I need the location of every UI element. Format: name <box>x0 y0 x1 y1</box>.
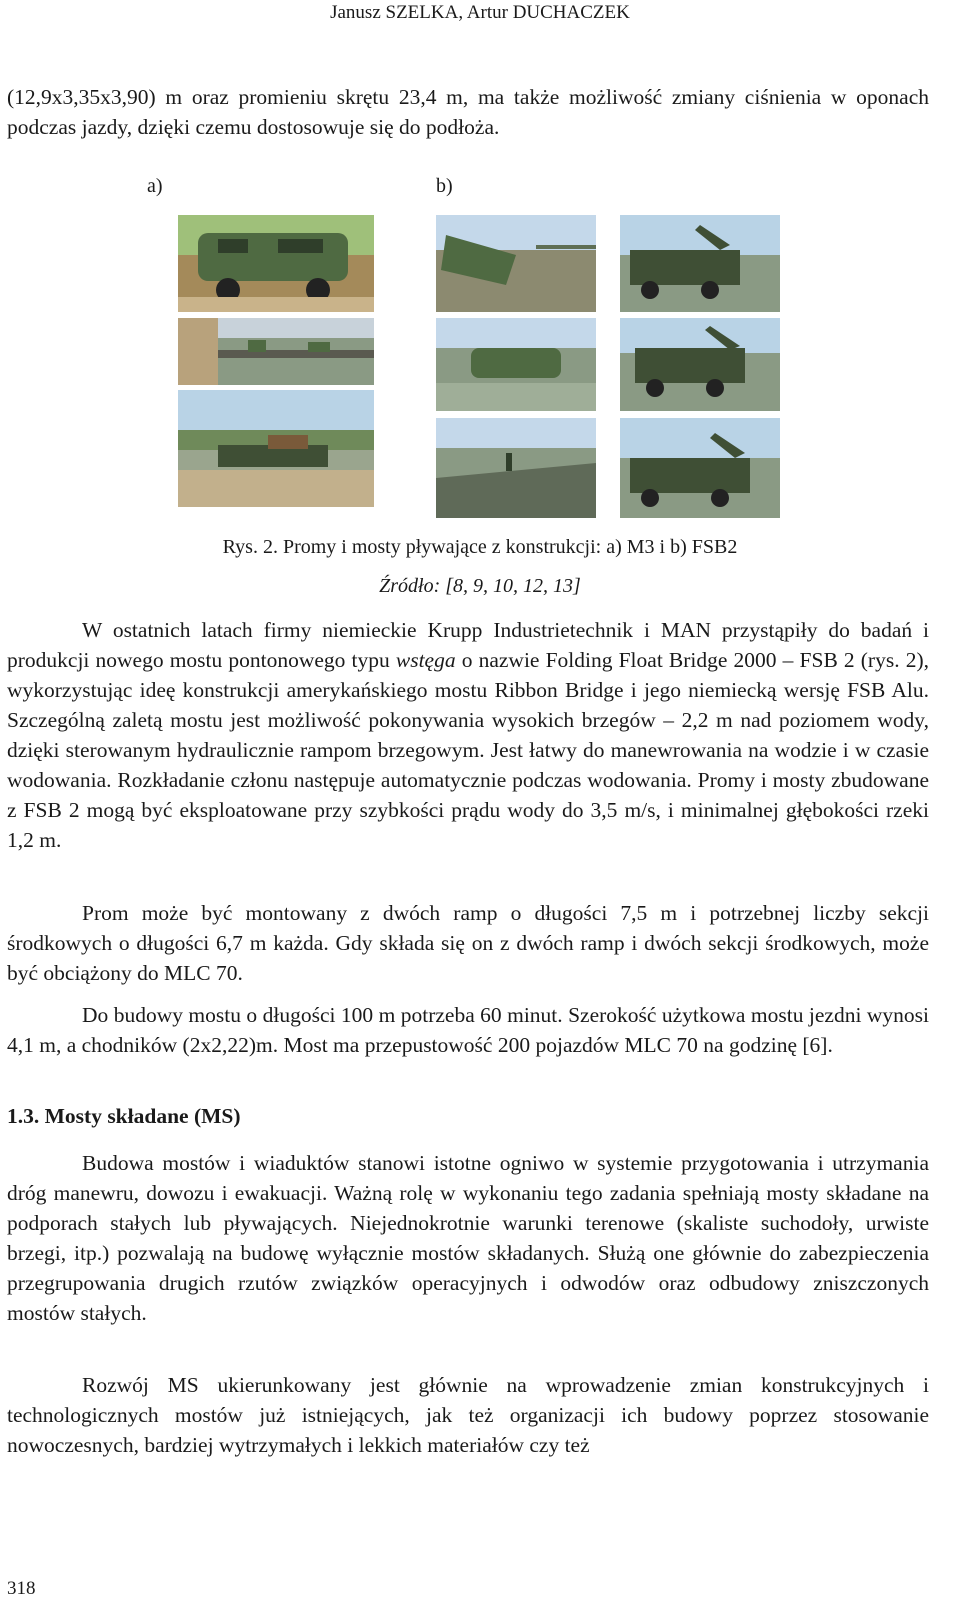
photo-fsb2-truck-1 <box>620 215 780 312</box>
page-number: 318 <box>7 1578 36 1599</box>
paragraph-bridge-build-text: Do budowy mostu o długości 100 m potrzeba 60 minut. Szerokość użytkowa mostu jezdni wynosi 4,1 m, a chodników (2x2,22)m. Most ma przepustowość 200 pojazdów MLC 70 na godzinę [6]. <box>7 1003 929 1057</box>
paragraph-fsb2-intro-italic: wstęga <box>395 648 456 672</box>
figure-label-a: a) <box>147 175 163 197</box>
paragraph-ferry <box>7 898 929 988</box>
photo-m3-amphibious-vehicle <box>178 215 374 312</box>
photo-fsb2-launch-1 <box>436 215 596 312</box>
photo-m3-bridge-crossing <box>178 318 374 385</box>
section-heading: 1.3. Mosty składane (MS) <box>7 1104 241 1128</box>
photo-m3-ferry-loading <box>178 390 374 507</box>
paragraph-fsb2-intro-text-1: W ostatnich latach firmy niemieckie Krupp Industrietechnik i MAN przystąpiły do badań i produkcji nowego mostu pontonowego typu <box>7 618 929 672</box>
photo-fsb2-bridge-deck <box>436 418 596 518</box>
figure-source: Źródło: [8, 9, 10, 12, 13] <box>379 575 581 597</box>
paragraph-fsb2-intro-text-2: o nazwie Folding Float Bridge 2000 – FSB 2 (rys. 2), wykorzystując ideę konstrukcji amerykańskiego mostu Ribbon Bridge i jego niemiecką wersję FSB Alu. Szczególną zaletą mostu jest możliwość pokonywania wysokich brzegów – 2,2 m nad poziomem wody, dzięki sterowanym hydraulicznie rampom brzegowym. Jest łatwy do manewrowania na wodzie i w czasie wodowania. Rozkładanie członu następuje automatycznie podczas wodowania. Promy i mosty zbudowane z FSB 2 mogą być eksploatowane przy szybkości prądu wody do 3,5 m/s, i minimalnej głębokości rzeki 1,2 m. <box>7 648 929 852</box>
intro-paragraph: (12,9x3,35x3,90) m oraz promieniu skrętu 23,4 m, ma także możliwość zmiany ciśnienia w oponach podczas jazdy, dzięki czemu dostosowuje się do podłoża. <box>7 85 929 139</box>
paragraph-ms-development <box>7 1370 929 1460</box>
paragraph-ferry-text: Prom może być montowany z dwóch ramp o długości 7,5 m i potrzebnej liczby sekcji środkowych o długości 6,7 m każda. Gdy składa się on z dwóch ramp i dwóch sekcji środkowych, może być obciążony do MLC 70. <box>7 901 929 985</box>
photo-fsb2-launch-2 <box>436 318 596 411</box>
figure-caption: Rys. 2. Promy i mosty pływające z konstrukcji: a) M3 i b) FSB2 <box>222 536 738 558</box>
paragraph-ms-development-text: Rozwój MS ukierunkowany jest głównie na wprowadzenie zmian konstrukcyjnych i technologicznych mostów już istniejących, jak też organizacji ich budowy poprzez stosowanie nowoczesnych, bardziej wytrzymałych i lekkich materiałów czy też <box>7 1373 929 1457</box>
photo-fsb2-truck-3 <box>620 418 780 518</box>
photo-fsb2-truck-2 <box>620 318 780 411</box>
paragraph-folding-bridges-text: Budowa mostów i wiaduktów stanowi istotne ogniwo w systemie przygotowania i utrzymania dróg manewru, dowozu i ewakuacji. Ważną rolę w wykonaniu tego zadania spełniają mosty składane na podporach stałych lub pływających. Niejednokrotnie warunki terenowe (skaliste suchodoły, urwiste brzegi, itp.) pozwalają na budowę wyłącznie mostów składanych. Służą one głównie do zabezpieczenia przegrupowania drugich rzutów związków operacyjnych i odwodów oraz odbudowy zniszczonych mostów stałych. <box>7 1151 929 1325</box>
figure-label-b: b) <box>436 175 453 197</box>
paragraph-bridge-build <box>7 1000 929 1060</box>
running-header: Janusz SZELKA, Artur DUCHACZEK <box>330 2 630 23</box>
paragraph-fsb2-intro <box>7 615 929 855</box>
paragraph-folding-bridges <box>7 1148 929 1328</box>
